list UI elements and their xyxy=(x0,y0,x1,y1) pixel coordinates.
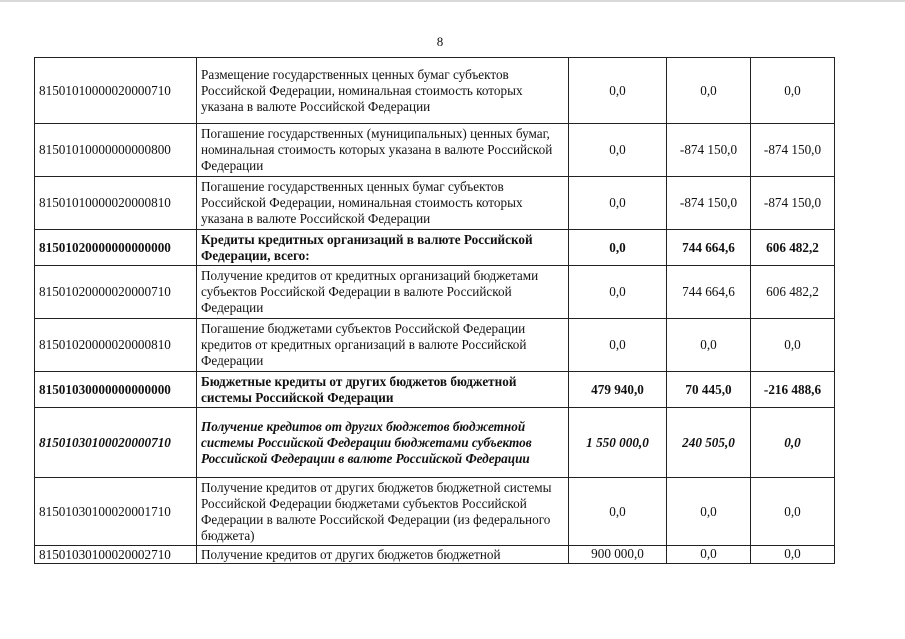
budget-code: 81501030100020000710 xyxy=(35,408,197,478)
table-row xyxy=(35,478,835,546)
budget-code: 81501030100020001710 xyxy=(35,478,197,546)
item-name: Получение кредитов от кредитных организаций бюджетами субъектов Российской Федерации в валюте Российской Федерации xyxy=(197,266,569,319)
budget-code: 81501010000000000800 xyxy=(35,124,197,177)
value-year-1: 1 550 000,0 xyxy=(569,408,667,478)
table-row xyxy=(35,177,835,230)
item-name: Кредиты кредитных организаций в валюте Российской Федерации, всего: xyxy=(197,230,569,266)
item-name: Размещение государственных ценных бумаг субъектов Российской Федерации, номинальная стоимость которых указана в валюте Российской Федерации xyxy=(197,58,569,124)
value-year-3: 0,0 xyxy=(751,58,835,124)
value-year-2: 744 664,6 xyxy=(667,230,751,266)
scan-edge-line xyxy=(0,0,905,2)
value-year-3: -874 150,0 xyxy=(751,124,835,177)
value-year-2: 240 505,0 xyxy=(667,408,751,478)
value-year-1: 0,0 xyxy=(569,58,667,124)
value-year-2: -874 150,0 xyxy=(667,124,751,177)
budget-code: 81501020000020000710 xyxy=(35,266,197,319)
table-row xyxy=(35,266,835,319)
table-row xyxy=(35,319,835,372)
value-year-3: 0,0 xyxy=(751,408,835,478)
value-year-1: 0,0 xyxy=(569,319,667,372)
table-row xyxy=(35,124,835,177)
value-year-3: 0,0 xyxy=(751,319,835,372)
item-name: Погашение государственных ценных бумаг субъектов Российской Федерации, номинальная стоимость которых указана в валюте Российской Федерации xyxy=(197,177,569,230)
value-year-1: 900 000,0 xyxy=(569,546,667,564)
item-name: Получение кредитов от других бюджетов бюджетной системы Российской Федерации бюджетами субъектов Российской Федерации в валюте Российской Федерации xyxy=(197,408,569,478)
budget-code: 81501010000020000710 xyxy=(35,58,197,124)
table-row xyxy=(35,546,835,564)
budget-code: 81501020000000000000 xyxy=(35,230,197,266)
table-row xyxy=(35,408,835,478)
value-year-1: 0,0 xyxy=(569,266,667,319)
value-year-1: 0,0 xyxy=(569,230,667,266)
budget-code: 81501020000020000810 xyxy=(35,319,197,372)
table-row xyxy=(35,230,835,266)
value-year-3: -216 488,6 xyxy=(751,372,835,408)
value-year-1: 479 940,0 xyxy=(569,372,667,408)
value-year-2: 0,0 xyxy=(667,478,751,546)
value-year-1: 0,0 xyxy=(569,478,667,546)
value-year-2: -874 150,0 xyxy=(667,177,751,230)
item-name: Получение кредитов от других бюджетов бюджетной xyxy=(197,546,569,564)
value-year-2: 0,0 xyxy=(667,546,751,564)
budget-code: 81501030100020002710 xyxy=(35,546,197,564)
item-name: Погашение бюджетами субъектов Российской Федерации кредитов от кредитных организаций в валюте Российской Федерации xyxy=(197,319,569,372)
value-year-3: 606 482,2 xyxy=(751,266,835,319)
budget-sources-table xyxy=(34,57,835,564)
value-year-3: -874 150,0 xyxy=(751,177,835,230)
budget-code: 81501010000020000810 xyxy=(35,177,197,230)
item-name: Бюджетные кредиты от других бюджетов бюджетной системы Российской Федерации xyxy=(197,372,569,408)
table-row xyxy=(35,58,835,124)
value-year-3: 0,0 xyxy=(751,478,835,546)
value-year-2: 0,0 xyxy=(667,319,751,372)
item-name: Погашение государственных (муниципальных) ценных бумаг, номинальная стоимость которых указана в валюте Российской Федерации xyxy=(197,124,569,177)
value-year-1: 0,0 xyxy=(569,124,667,177)
value-year-2: 0,0 xyxy=(667,58,751,124)
value-year-3: 0,0 xyxy=(751,546,835,564)
value-year-2: 70 445,0 xyxy=(667,372,751,408)
value-year-3: 606 482,2 xyxy=(751,230,835,266)
value-year-2: 744 664,6 xyxy=(667,266,751,319)
item-name: Получение кредитов от других бюджетов бюджетной системы Российской Федерации бюджетами субъектов Российской Федерации в валюте Российской Федерации (из федерального бюджета) xyxy=(197,478,569,546)
budget-code: 81501030000000000000 xyxy=(35,372,197,408)
page-number: 8 xyxy=(436,34,444,49)
table-row xyxy=(35,372,835,408)
value-year-1: 0,0 xyxy=(569,177,667,230)
